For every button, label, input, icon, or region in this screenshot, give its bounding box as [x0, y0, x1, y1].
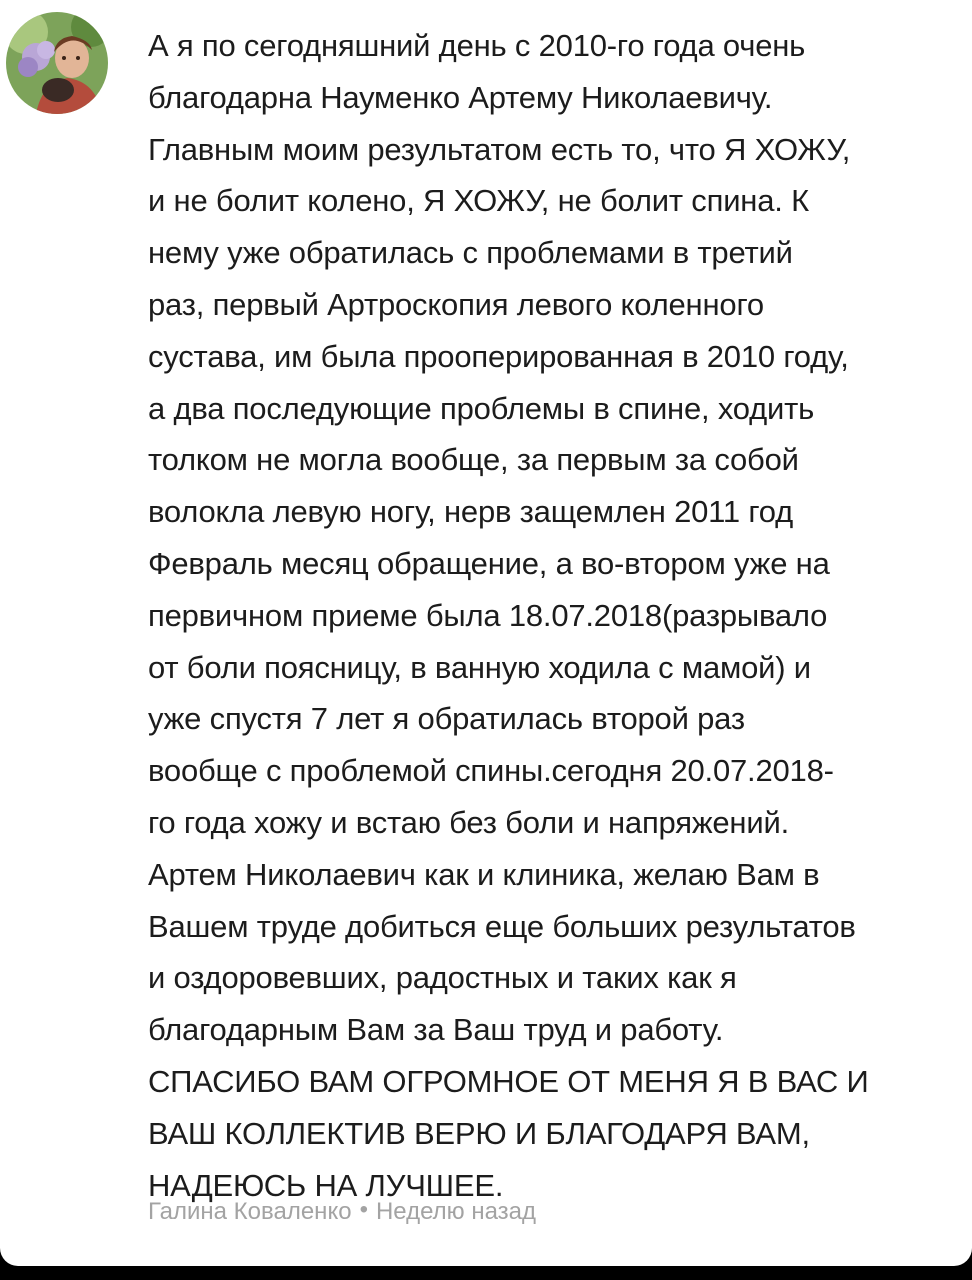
comment-line: вообще с проблемой спины.сегодня 20.07.2018-	[148, 753, 834, 789]
comment-line: СПАСИБО ВАМ ОГРОМНОЕ ОТ МЕНЯ Я В ВАС И	[148, 1063, 869, 1099]
comment-line: от боли поясницу, в ванную ходила с мамой) и	[148, 649, 811, 685]
meta-separator: •	[359, 1196, 368, 1223]
comment-line: Февраль месяц обращение, а во-втором уже на	[148, 545, 830, 581]
comment-line: ВАШ КОЛЛЕКТИВ ВЕРЮ И БЛАГОДАРЯ ВАМ,	[148, 1115, 810, 1151]
user-avatar-icon[interactable]	[6, 12, 108, 114]
comment-line: Артем Николаевич как и клиника, желаю Вам в	[148, 856, 820, 892]
comment-text	[148, 20, 972, 1211]
comment-line: благодарным Вам за Ваш труд и работу.	[148, 1012, 724, 1048]
comment-line: НАДЕЮСЬ НА ЛУЧШЕЕ.	[148, 1167, 504, 1203]
comment-line: уже спустя 7 лет я обратилась второй раз	[148, 701, 745, 737]
comment-line: нему уже обратилась с проблемами в третий	[148, 235, 793, 271]
comment-line: толком не могла вообще, за первым за собой	[148, 442, 799, 478]
comment-line: благодарна Науменко Артему Николаевичу.	[148, 79, 773, 115]
comment-line: волокла левую ногу, нерв защемлен 2011 год	[148, 494, 794, 530]
author-name[interactable]: Галина Коваленко	[148, 1198, 352, 1225]
comment-line: Главным моим результатом есть то, что Я ХОЖУ,	[148, 131, 851, 167]
comment-line: и не болит колено, Я ХОЖУ, не болит спина. К	[148, 183, 809, 219]
comment-line: А я по сегодняшний день с 2010-го года очень	[148, 28, 806, 63]
comment-line: го года хожу и встаю без боли и напряжений.	[148, 804, 789, 840]
comment-line: первичном приеме была 18.07.2018(разрывало	[148, 597, 828, 633]
comment-timestamp: Неделю назад	[375, 1198, 537, 1225]
comment-line: раз, первый Артроскопия левого коленного	[148, 286, 764, 322]
comment-line: Вашем труде добиться еще больших результатов	[148, 908, 856, 944]
comment-meta	[148, 1198, 536, 1226]
comment-line: а два последующие проблемы в спине, ходить	[148, 390, 815, 426]
comment-line: и оздоровевших, радостных и таких как я	[148, 960, 737, 996]
comment-line: сустава, им была прооперированная в 2010 году,	[148, 338, 849, 374]
